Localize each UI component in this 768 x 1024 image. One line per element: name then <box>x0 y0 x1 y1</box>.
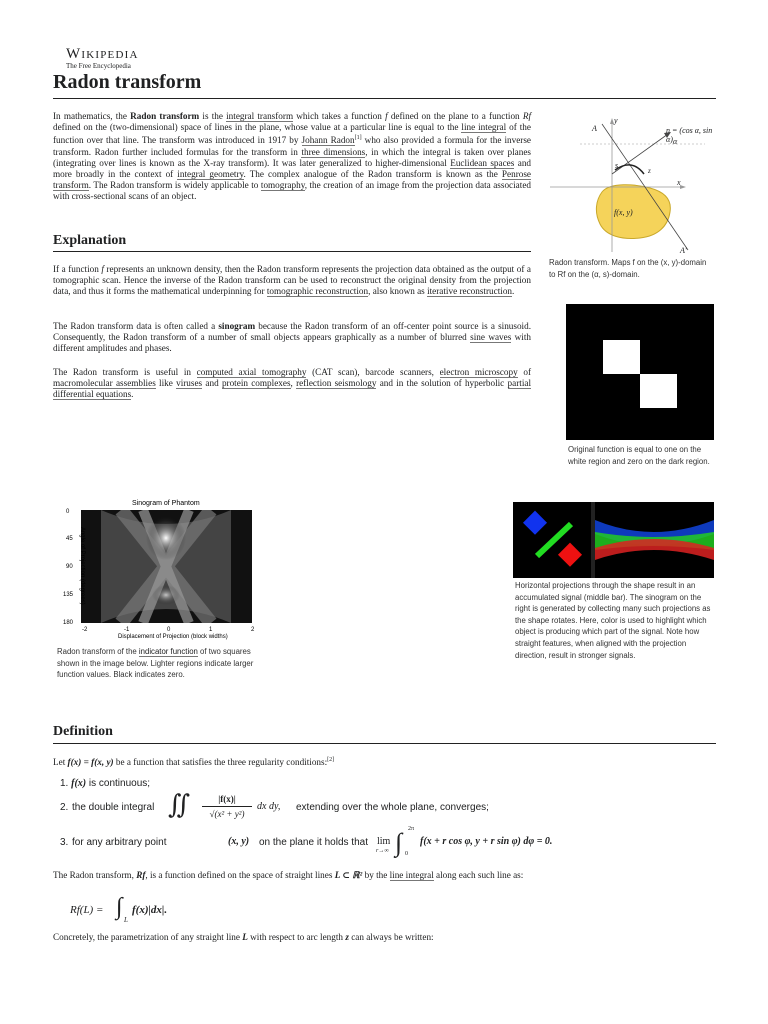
explanation-heading: Explanation <box>53 233 127 248</box>
A-prime-label: A' <box>680 246 687 255</box>
link-tomographic-reconstruction[interactable]: tomographic reconstruction <box>266 286 369 297</box>
integral-sign: ∫ <box>395 828 403 857</box>
intro-paragraph: In mathematics, the Radon transform is the integral transform which takes a function f defined on the plane to a function Rf defined on the (two-dimensional) space of lines in the plane, whose value at a particular line is equal to the line integral of the function over that line. The transform was introduced in 1917 by Johann Radon[1] who also provided a formula for the inverse transform. Radon further included formulas for the transform in three dimensions, in which the integral is taken over planes (integrating over lines is known as the X-ray transform). It was later generalized to higher-dimensional Euclidean spaces and more broadly in the context of integral geometry. The complex analogue of the Radon transform is known as the Penrose transform. The Radon transform is widely applicable to tomography, the creation of an image from the projection data associated with cross-sectional scans of an object. <box>53 111 532 202</box>
y-tick-180: 180 <box>63 620 74 626</box>
link-indicator-function[interactable]: indicator function <box>138 647 198 656</box>
link-line-integral[interactable]: line integral <box>461 122 507 133</box>
explanation-divider <box>53 251 531 252</box>
sinogram-figure <box>48 498 258 644</box>
definition-divider <box>53 743 716 744</box>
link-partial-differential-equations[interactable]: partial differential equations <box>53 378 531 400</box>
x-tick-0: 0 <box>167 627 171 633</box>
link-line-integral-definition[interactable]: line integral <box>389 870 434 880</box>
condition-2: 2. the double integral ∬ |f(x)| √(x² + y²) dx dy, extending over the whole plane, converges; <box>60 790 489 819</box>
sinogram-x-label: Displacement of Projection (block widths) <box>118 634 228 640</box>
explanation-paragraph-3: The Radon transform is useful in computed axial tomography (CAT scan), barcode scanners, electron microscopy of macromolecular assemblies like viruses and protein complexes, reflection seismology and in the solution of hyperbolic partial differential equations. <box>53 367 532 400</box>
two-squares-image <box>566 304 714 440</box>
explanation-paragraph-1: If a function f represents an unknown density, then the Radon transform represents the projection data obtained as the output of a tomographic scan. Hence the inverse of the Radon transform can be used to reconstruct the original density from the projection data, and thus it forms the mathematical underpinning for tomographic reconstruction, also known as iterative reconstruction. <box>53 264 531 297</box>
link-viruses[interactable]: viruses <box>176 378 203 389</box>
fxy-label: f(x, y) <box>614 208 633 217</box>
A-label: A <box>592 124 597 133</box>
x-tick-2: 2 <box>251 627 255 633</box>
formula-integral-sign: ∫ <box>116 894 123 920</box>
x-tick-1: 1 <box>209 627 213 633</box>
definition-heading: Definition <box>53 724 113 739</box>
x-axis-label: x <box>677 178 681 187</box>
sinogram-image <box>81 510 252 623</box>
radon-transform-diagram <box>540 112 718 260</box>
link-sine-waves[interactable]: sine waves <box>470 332 512 343</box>
definition-intro: Let f(x) = f(x, y) be a function that satisfies the three regularity conditions:[2] <box>53 757 335 768</box>
concrete-parametrization: Concretely, the parametrization of any straight line L with respect to arc length z can always be written: <box>53 932 434 942</box>
x-tick--1: -1 <box>124 627 130 633</box>
sinogram-y-label: Angle of Projection (degrees) <box>78 526 85 605</box>
link-electron-microscopy[interactable]: electron microscopy <box>439 367 518 377</box>
wikipedia-logo[interactable]: Wikipedia <box>66 46 139 62</box>
x-tick--2: -2 <box>82 627 88 633</box>
double-integral-sign: ∬ <box>168 790 191 819</box>
s-label: s <box>615 161 619 170</box>
y-tick-0: 0 <box>66 509 70 515</box>
figure1-caption: Radon transform. Maps f on the (x, y)-domain to Rf on the (α, s)-domain. <box>549 258 707 279</box>
figure3-caption: Horizontal projections through the shape result in an accumulated signal (middle bar). The sinogram on the right is generated by collecting many such projections as the shape rotates. Here, color is used to highlight which object is producing which part of the signal. Note how straight features, when aligned with the projection direction, result in stronger signals. <box>515 581 711 660</box>
link-iterative-reconstruction[interactable]: iterative reconstruction <box>427 286 513 297</box>
y-tick-45: 45 <box>66 536 73 542</box>
link-euclidean-spaces[interactable]: Euclidean spaces <box>450 157 515 168</box>
link-integral-transform[interactable]: integral transform <box>226 111 294 121</box>
title-divider <box>53 98 716 99</box>
normal-vector-label: n = (cos α, sin α) <box>666 126 713 144</box>
link-tomography[interactable]: tomography <box>260 180 305 191</box>
sinogram-caption: Radon transform of the indicator function of two squares shown in the image below. Lighter regions indicate larger function values. Black indicates zero. <box>57 647 254 680</box>
reference-2[interactable]: [2] <box>327 757 335 763</box>
alpha-label: α <box>673 137 678 146</box>
link-computed-axial-tomography[interactable]: computed axial tomography <box>196 367 307 377</box>
radon-definition-sentence: The Radon transform, Rf, is a function defined on the space of straight lines L ⊂ ℝ² by the line integral along each such line as: <box>53 870 524 880</box>
y-tick-135: 135 <box>63 592 74 598</box>
sinogram-title: Sinogram of Phantom <box>132 500 200 507</box>
link-macromolecular-assemblies[interactable]: macromolecular assemblies <box>53 378 156 389</box>
condition-1: 1. f(x) is continuous; <box>60 778 151 789</box>
figure2-caption: Original function is equal to one on the white region and zero on the dark region. <box>568 445 710 466</box>
link-penrose-transform[interactable]: Penrose transform <box>53 169 531 191</box>
link-reflection-seismology[interactable]: reflection seismology <box>296 378 377 389</box>
link-protein-complexes[interactable]: protein complexes <box>221 378 291 389</box>
condition-3: 3. for any arbitrary point (x, y) on the plane it holds that lim r→∞ ∫ 2π 0 f(x + r cos φ, y + r sin φ) dφ = 0. <box>60 826 553 857</box>
projection-animation-image <box>513 502 714 578</box>
z-label: z <box>648 167 651 175</box>
radon-formula: Rf(L) = ∫ L f(x)|dx|. <box>70 894 168 924</box>
y-tick-90: 90 <box>66 564 73 570</box>
page-title: Radon transform <box>53 71 202 93</box>
y-axis-label: y <box>614 116 618 125</box>
wikipedia-tagline: The Free Encyclopedia <box>66 62 131 70</box>
explanation-paragraph-2: The Radon transform data is often called a sinogram because the Radon transform of an off-center point source is a sinusoid. Consequently, the Radon transform of a number of small objects appears graphically as a number of blurred sine waves with different amplitudes and phases. <box>53 321 532 354</box>
link-johann-radon[interactable]: Johann Radon <box>301 135 355 146</box>
link-integral-geometry[interactable]: integral geometry <box>177 169 244 180</box>
link-three-dimensions[interactable]: three dimensions <box>301 146 366 157</box>
reference-1[interactable]: [1] <box>354 135 362 142</box>
